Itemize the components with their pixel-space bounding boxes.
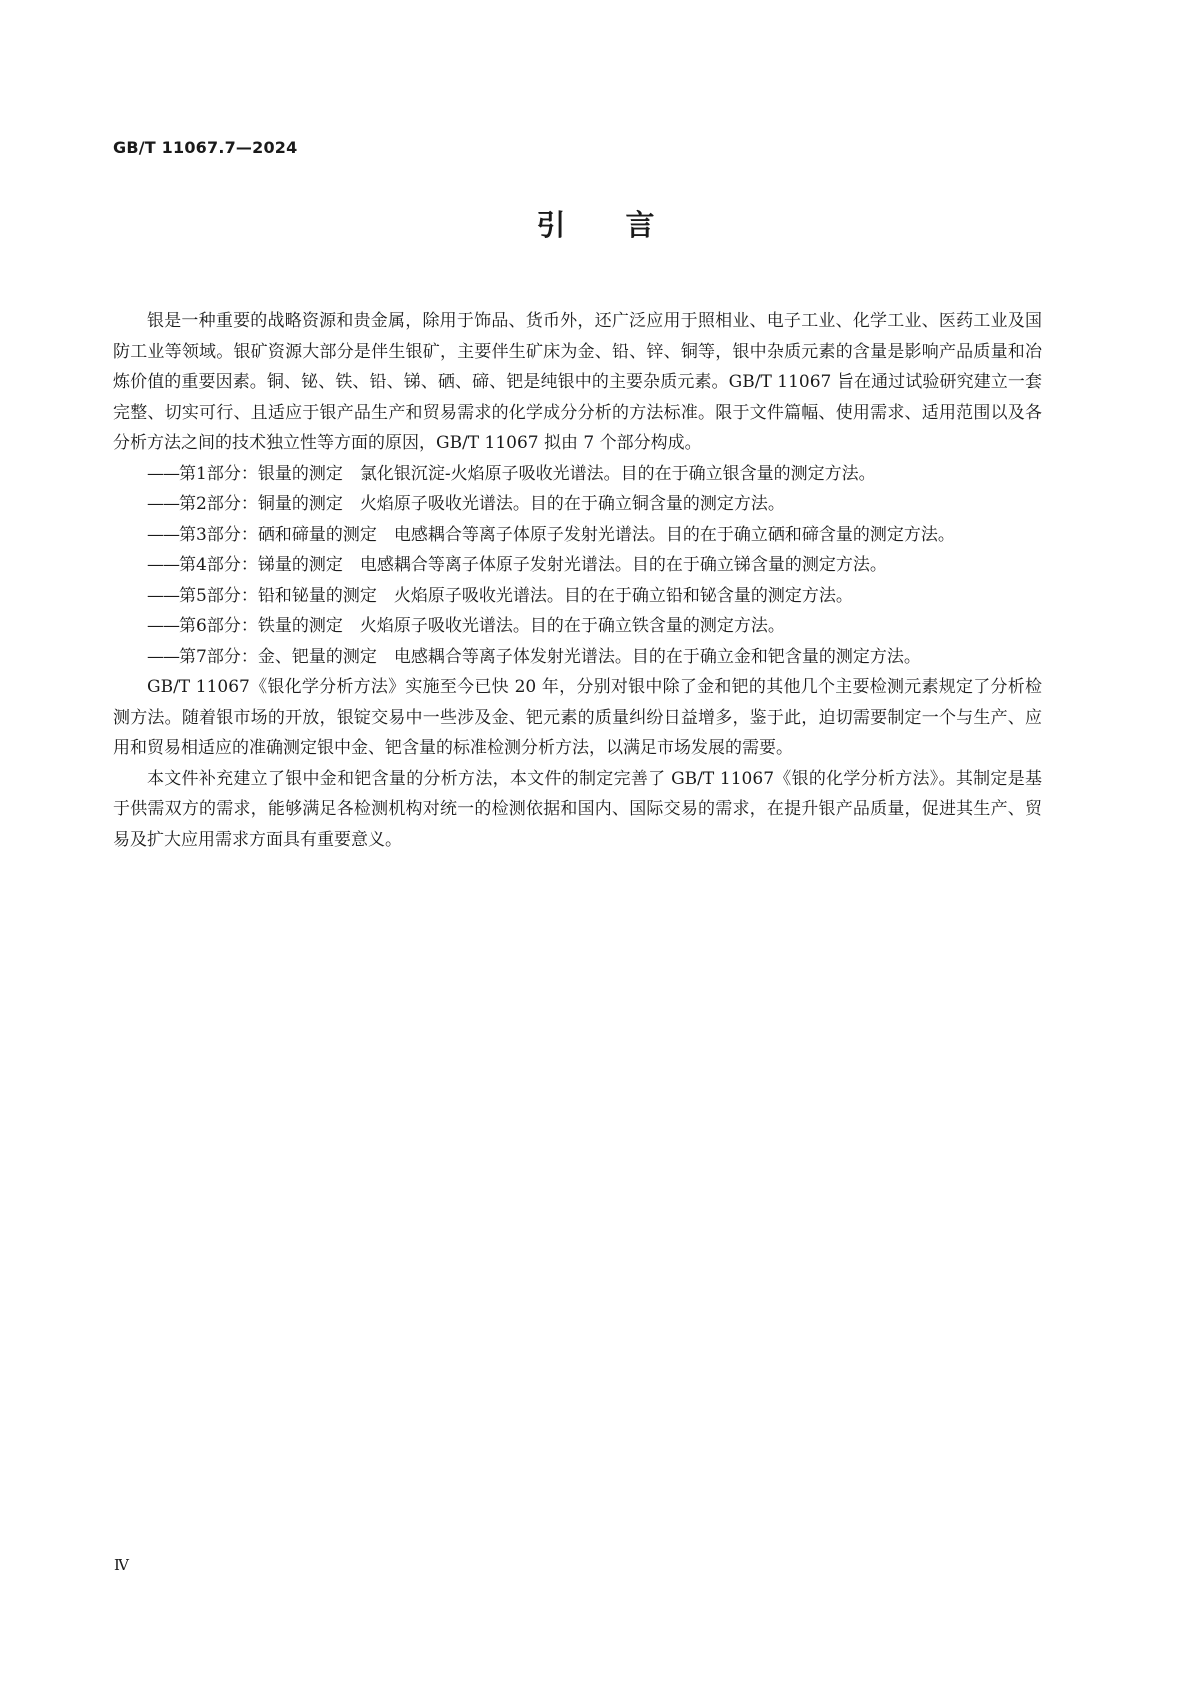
list-dash: —— xyxy=(147,646,179,667)
part-label: 第1部分：银量的测定 xyxy=(179,463,343,484)
page-number: Ⅳ xyxy=(114,1556,129,1574)
list-dash: —— xyxy=(147,463,179,484)
part-label: 第6部分：铁量的测定 xyxy=(179,616,343,636)
list-item-part-1 xyxy=(113,459,1042,490)
part-label: 第7部分：金、钯量的测定 xyxy=(179,646,377,667)
list-item-part-4 xyxy=(113,550,1042,581)
page-title: 引言 xyxy=(536,208,715,242)
significance-paragraph: 本文件补充建立了银中金和钯含量的分析方法，本文件的制定完善了 GB/T 11067《银的化学分析方法》。其制定是基于供需双方的需求，能够满足各检测机构对统一的检测依据和国内、国际交易的需求，在提升银产品质量，促进其生产、贸易及扩大应用需求方面具有重要意义。 xyxy=(113,768,1042,850)
history-paragraph: GB/T 11067《银化学分析方法》实施至今已快 20 年，分别对银中除了金和钯的其他几个主要检测元素规定了分析检测方法。随着银市场的开放，银锭交易中一些涉及金、钯元素的质量纠纷日益增多，鉴于此，迫切需要制定一个与生产、应用和贸易相适应的准确测定银中金、钯含量的标准检测分析方法，以满足市场发展的需要。 xyxy=(113,677,1042,758)
document-body xyxy=(113,306,1042,855)
part-method: 氯化银沉淀-火焰原子吸收光谱法。目的在于确立银含量的测定方法。 xyxy=(359,463,876,484)
list-dash: —— xyxy=(147,585,179,606)
list-dash: —— xyxy=(147,494,179,514)
part-label: 第3部分：硒和碲量的测定 xyxy=(179,524,377,545)
part-method: 电感耦合等离子体原子发射光谱法。目的在于确立锑含量的测定方法。 xyxy=(359,555,887,575)
part-method: 电感耦合等离子体发射光谱法。目的在于确立金和钯含量的测定方法。 xyxy=(393,646,921,667)
list-dash: —— xyxy=(147,555,179,575)
list-item-part-3 xyxy=(113,520,1042,551)
list-item-part-5 xyxy=(113,581,1042,612)
part-method: 火焰原子吸收光谱法。目的在于确立铜含量的测定方法。 xyxy=(359,494,785,514)
list-item-part-7 xyxy=(113,642,1042,673)
part-label: 第5部分：铅和铋量的测定 xyxy=(179,585,377,606)
part-method: 火焰原子吸收光谱法。目的在于确立铅和铋含量的测定方法。 xyxy=(393,585,853,606)
list-dash: —— xyxy=(147,524,179,545)
part-method: 火焰原子吸收光谱法。目的在于确立铁含量的测定方法。 xyxy=(359,616,785,636)
part-method: 电感耦合等离子体原子发射光谱法。目的在于确立硒和碲含量的测定方法。 xyxy=(393,524,955,545)
intro-paragraph: 银是一种重要的战略资源和贵金属，除用于饰品、货币外，还广泛应用于照相业、电子工业、化学工业、医药工业及国防工业等领域。银矿资源大部分是伴生银矿，主要伴生矿床为金、铅、锌、铜等，银中杂质元素的含量是影响产品质量和冶炼价值的重要因素。铜、铋、铁、铅、锑、硒、碲、钯是纯银中的主要杂质元素。GB/T 11067 旨在通过试验研究建立一套完整、切实可行、且适应于银产品生产和贸易需求的化学成分分析的方法标准。限于文件篇幅、使用需求、适用范围以及各分析方法之间的技术独立性等方面的原因，GB/T 11067 拟由 7 个部分构成。 xyxy=(113,311,1042,453)
list-dash: —— xyxy=(147,616,179,636)
list-item-part-6 xyxy=(113,611,1042,642)
part-label: 第4部分：锑量的测定 xyxy=(179,555,343,575)
list-item-part-2 xyxy=(113,489,1042,520)
standard-code: GB/T 11067.7—2024 xyxy=(113,138,298,157)
part-label: 第2部分：铜量的测定 xyxy=(179,494,343,514)
